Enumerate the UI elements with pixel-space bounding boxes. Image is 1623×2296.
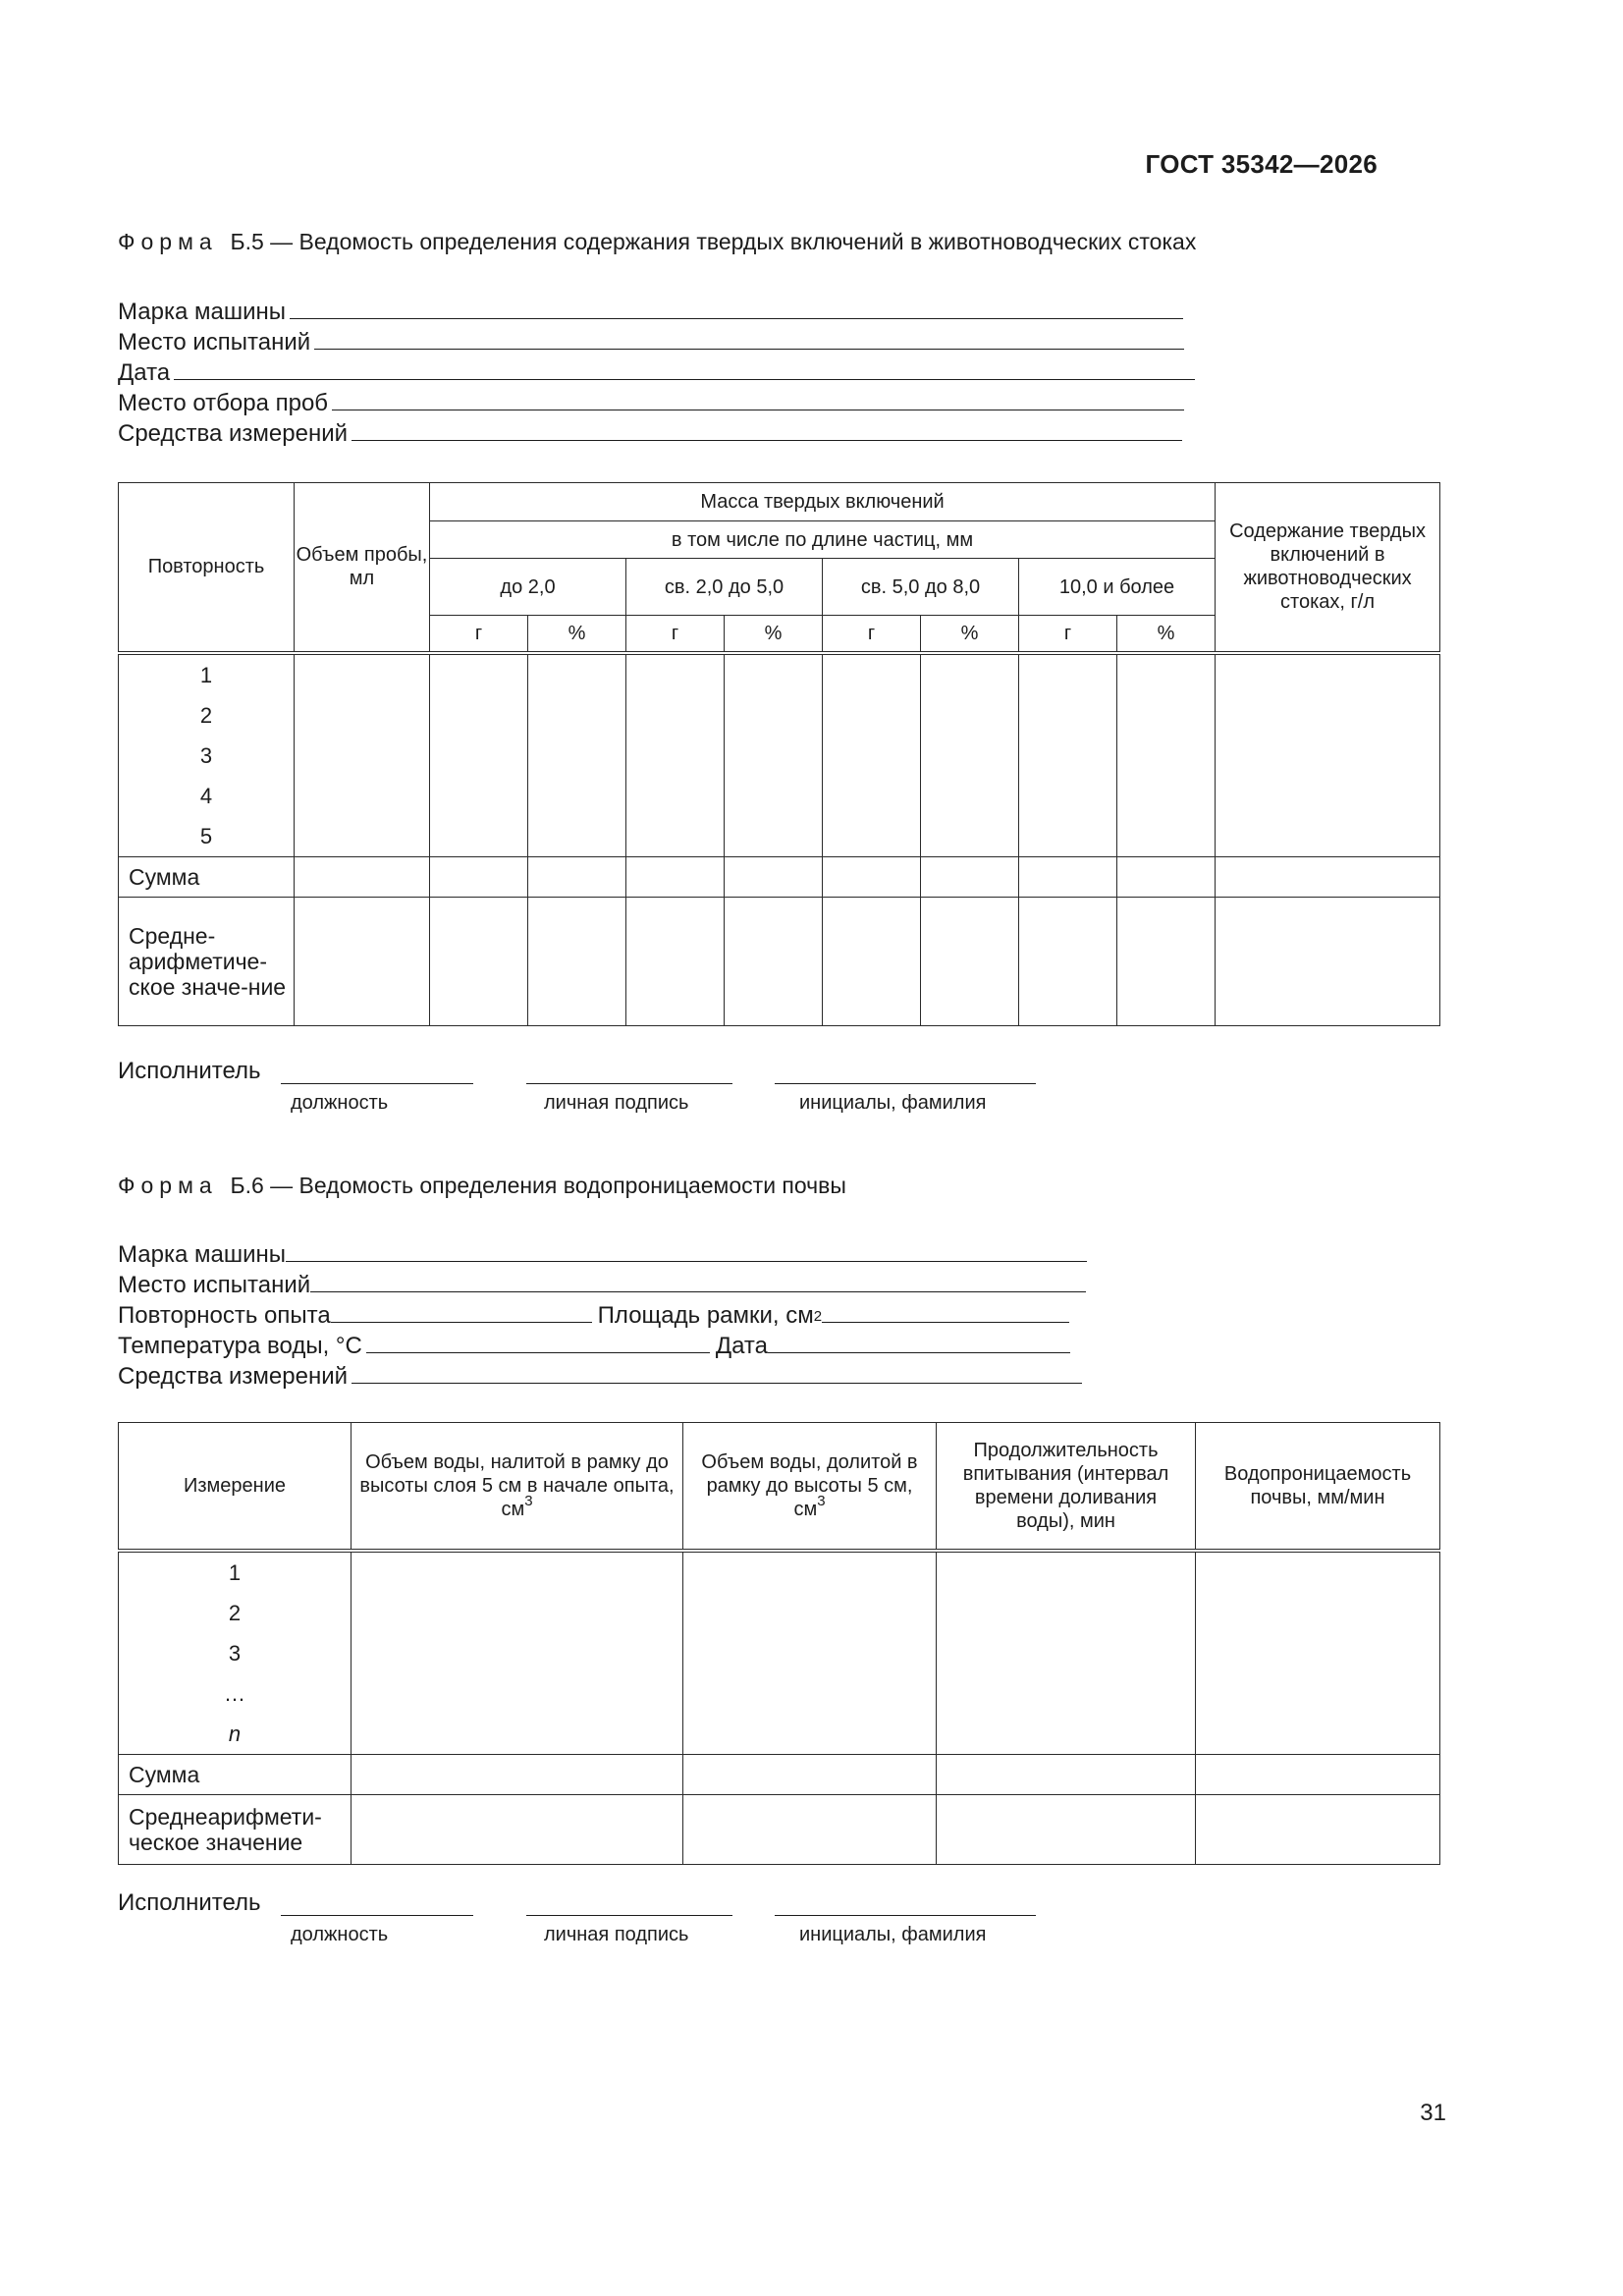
cell[interactable] — [1216, 653, 1440, 857]
signature-label: Исполнитель — [118, 1058, 261, 1084]
unit-percent: % — [528, 616, 626, 653]
cell[interactable] — [725, 897, 823, 1025]
cell[interactable] — [1196, 1551, 1440, 1755]
cell[interactable] — [683, 1794, 937, 1864]
unit-percent: % — [1117, 616, 1216, 653]
field-label: Марка машины — [118, 1241, 287, 1268]
cell[interactable] — [295, 856, 430, 897]
position-line[interactable] — [281, 1064, 473, 1084]
cell[interactable] — [921, 653, 1019, 857]
form-label: Форма — [118, 1173, 218, 1198]
name-caption: инициалы, фамилия — [799, 1092, 987, 1114]
col-header-text: Объем воды, долитой в рамку до высоты 5 см, см — [701, 1450, 918, 1520]
field-brand[interactable] — [118, 297, 1195, 327]
cell[interactable] — [683, 1754, 937, 1794]
cell[interactable] — [1019, 653, 1117, 857]
col-header-added — [683, 1423, 937, 1551]
fill-line[interactable] — [768, 1333, 1070, 1353]
cell[interactable] — [1216, 897, 1440, 1025]
fill-line[interactable] — [352, 420, 1182, 441]
col-header-measure: Измерение — [119, 1423, 352, 1551]
sign-caption: личная подпись — [544, 1924, 689, 1945]
field-label: Повторность опыта — [118, 1302, 331, 1329]
field-label: Дата — [715, 1333, 769, 1359]
fill-line[interactable] — [310, 1272, 1086, 1292]
signature-block — [118, 1889, 1100, 1948]
fill-line[interactable] — [314, 329, 1184, 350]
field-instruments[interactable] — [118, 1361, 1087, 1392]
form-b6-fields — [118, 1239, 1087, 1392]
cell[interactable] — [430, 856, 528, 897]
row-number: 5 — [199, 823, 213, 848]
field-place[interactable] — [118, 327, 1195, 357]
repeat-numbers — [119, 653, 295, 857]
field-label: Площадь рамки, см — [597, 1302, 814, 1329]
row-number: … — [224, 1680, 245, 1706]
cell[interactable] — [528, 653, 626, 857]
cell[interactable] — [430, 897, 528, 1025]
cell[interactable] — [937, 1754, 1196, 1794]
cell[interactable] — [295, 653, 430, 857]
fill-line[interactable] — [290, 299, 1183, 319]
cell[interactable] — [626, 897, 725, 1025]
field-instruments[interactable] — [118, 418, 1195, 449]
fill-line[interactable] — [331, 1302, 592, 1323]
form-b5-title — [118, 229, 1196, 255]
table-row-sum — [119, 1754, 1440, 1794]
row-number: 4 — [199, 783, 213, 808]
col-header-content: Содержание твердых включений в животноводческих стоках, г/л — [1216, 483, 1440, 653]
cell[interactable] — [626, 856, 725, 897]
field-label: Средства измерений — [118, 1363, 349, 1390]
form-title-text: Б.6 — Ведомость определения водопроницаемости почвы — [230, 1173, 846, 1198]
field-place[interactable] — [118, 1270, 1087, 1300]
form-b5-fields — [118, 297, 1195, 449]
superscript: 3 — [524, 1493, 533, 1510]
field-date[interactable] — [118, 357, 1195, 388]
fill-line[interactable] — [366, 1333, 710, 1353]
field-label: Место испытаний — [118, 1272, 311, 1298]
unit-g: г — [823, 616, 921, 653]
cell[interactable] — [352, 1794, 683, 1864]
col-header-volume: Объем пробы, мл — [295, 483, 430, 653]
cell[interactable] — [823, 653, 921, 857]
table-row-mean — [119, 1794, 1440, 1864]
field-temp-date[interactable] — [118, 1331, 1087, 1361]
signature-label: Исполнитель — [118, 1889, 261, 1916]
range-header: до 2,0 — [430, 559, 626, 616]
fill-line[interactable] — [822, 1302, 1069, 1323]
range-header: св. 2,0 до 5,0 — [626, 559, 823, 616]
field-repeat-area[interactable]: Повторность опыта Площадь рамки, см $^2$ — [118, 1300, 1087, 1331]
row-number: 2 — [228, 1600, 242, 1625]
cell[interactable] — [626, 653, 725, 857]
row-number: 3 — [228, 1640, 242, 1666]
range-header: св. 5,0 до 8,0 — [823, 559, 1019, 616]
cell[interactable] — [528, 856, 626, 897]
cell[interactable] — [528, 897, 626, 1025]
field-label: Дата — [118, 359, 171, 386]
form-title-text: Б.5 — Ведомость определения содержания твердых включений в животноводческих стоках — [230, 229, 1197, 254]
measure-numbers — [119, 1551, 352, 1755]
position-caption: должность — [291, 1924, 389, 1945]
col-header-repeat: Повторность — [119, 483, 295, 653]
row-number: 1 — [228, 1559, 242, 1585]
fill-line[interactable] — [352, 1363, 1082, 1384]
fill-line[interactable] — [174, 359, 1195, 380]
col-header-text: Объем воды, налитой в рамку до высоты слоя 5 см в начале опыта, см — [359, 1450, 675, 1520]
cell[interactable] — [1117, 856, 1216, 897]
field-brand[interactable] — [118, 1239, 1087, 1270]
col-header-permeability: Водопроницаемость почвы, мм/мин — [1196, 1423, 1440, 1551]
cell[interactable] — [937, 1551, 1196, 1755]
table-row-sum — [119, 856, 1440, 897]
sign-line[interactable] — [526, 1064, 732, 1084]
cell[interactable] — [1117, 897, 1216, 1025]
field-label: Место отбора проб — [118, 390, 329, 416]
col-header-mass: Масса твердых включений — [430, 483, 1216, 521]
name-line[interactable] — [775, 1064, 1036, 1084]
position-caption: должность — [291, 1092, 389, 1114]
fill-line[interactable] — [286, 1241, 1087, 1262]
field-label: Марка машины — [118, 299, 287, 325]
position-line[interactable] — [281, 1895, 473, 1916]
cell[interactable] — [725, 856, 823, 897]
col-header-mass-sub: в том числе по длине частиц, мм — [430, 521, 1216, 559]
cell[interactable] — [823, 856, 921, 897]
form-b6-title — [118, 1173, 846, 1199]
cell[interactable] — [725, 653, 823, 857]
cell[interactable] — [352, 1754, 683, 1794]
cell[interactable] — [937, 1794, 1196, 1864]
name-line[interactable] — [775, 1895, 1036, 1916]
table-row — [119, 653, 1440, 857]
form-b6-table — [118, 1422, 1440, 1865]
cell[interactable] — [352, 1551, 683, 1755]
page-number: 31 — [1420, 2100, 1446, 2126]
name-caption: инициалы, фамилия — [799, 1924, 987, 1945]
row-number: 1 — [199, 662, 213, 687]
sign-caption: личная подпись — [544, 1092, 689, 1114]
row-number: 3 — [199, 742, 213, 768]
cell[interactable] — [921, 897, 1019, 1025]
field-label: Место испытаний — [118, 329, 311, 355]
sign-line[interactable] — [526, 1895, 732, 1916]
unit-g: г — [1019, 616, 1117, 653]
row-number: n — [228, 1721, 242, 1746]
row-label-mean: Среднеарифмети-ческое значение — [119, 1794, 352, 1864]
table-row — [119, 1551, 1440, 1755]
row-label-sum: Сумма — [119, 856, 295, 897]
field-sample-place[interactable] — [118, 388, 1195, 418]
unit-percent: % — [725, 616, 823, 653]
row-number: 2 — [199, 702, 213, 728]
form-label: Форма — [118, 229, 218, 254]
cell[interactable] — [1117, 653, 1216, 857]
unit-g: г — [626, 616, 725, 653]
cell[interactable] — [1019, 856, 1117, 897]
col-header-duration: Продолжительность впитывания (интервал времени доливания воды), мин — [937, 1423, 1196, 1551]
unit-percent: % — [921, 616, 1019, 653]
field-label: Температура воды, °C — [118, 1333, 362, 1359]
cell[interactable] — [683, 1551, 937, 1755]
cell[interactable] — [1196, 1754, 1440, 1794]
row-label-mean: Средне-арифметиче-ское значе-ние — [119, 897, 295, 1025]
cell[interactable] — [1196, 1794, 1440, 1864]
cell[interactable] — [430, 653, 528, 857]
field-label: Средства измерений — [118, 420, 349, 447]
cell[interactable] — [921, 856, 1019, 897]
col-header-poured — [352, 1423, 683, 1551]
cell[interactable] — [295, 897, 430, 1025]
table-row-mean — [119, 897, 1440, 1025]
cell[interactable] — [1216, 856, 1440, 897]
superscript: 3 — [817, 1493, 826, 1510]
range-header: 10,0 и более — [1019, 559, 1216, 616]
cell[interactable] — [1019, 897, 1117, 1025]
cell[interactable] — [823, 897, 921, 1025]
row-label-sum: Сумма — [119, 1754, 352, 1794]
signature-block — [118, 1058, 1100, 1117]
fill-line[interactable] — [332, 390, 1184, 410]
unit-g: г — [430, 616, 528, 653]
form-b5-table — [118, 482, 1440, 1026]
standard-number: ГОСТ 35342—2026 — [1145, 149, 1378, 179]
